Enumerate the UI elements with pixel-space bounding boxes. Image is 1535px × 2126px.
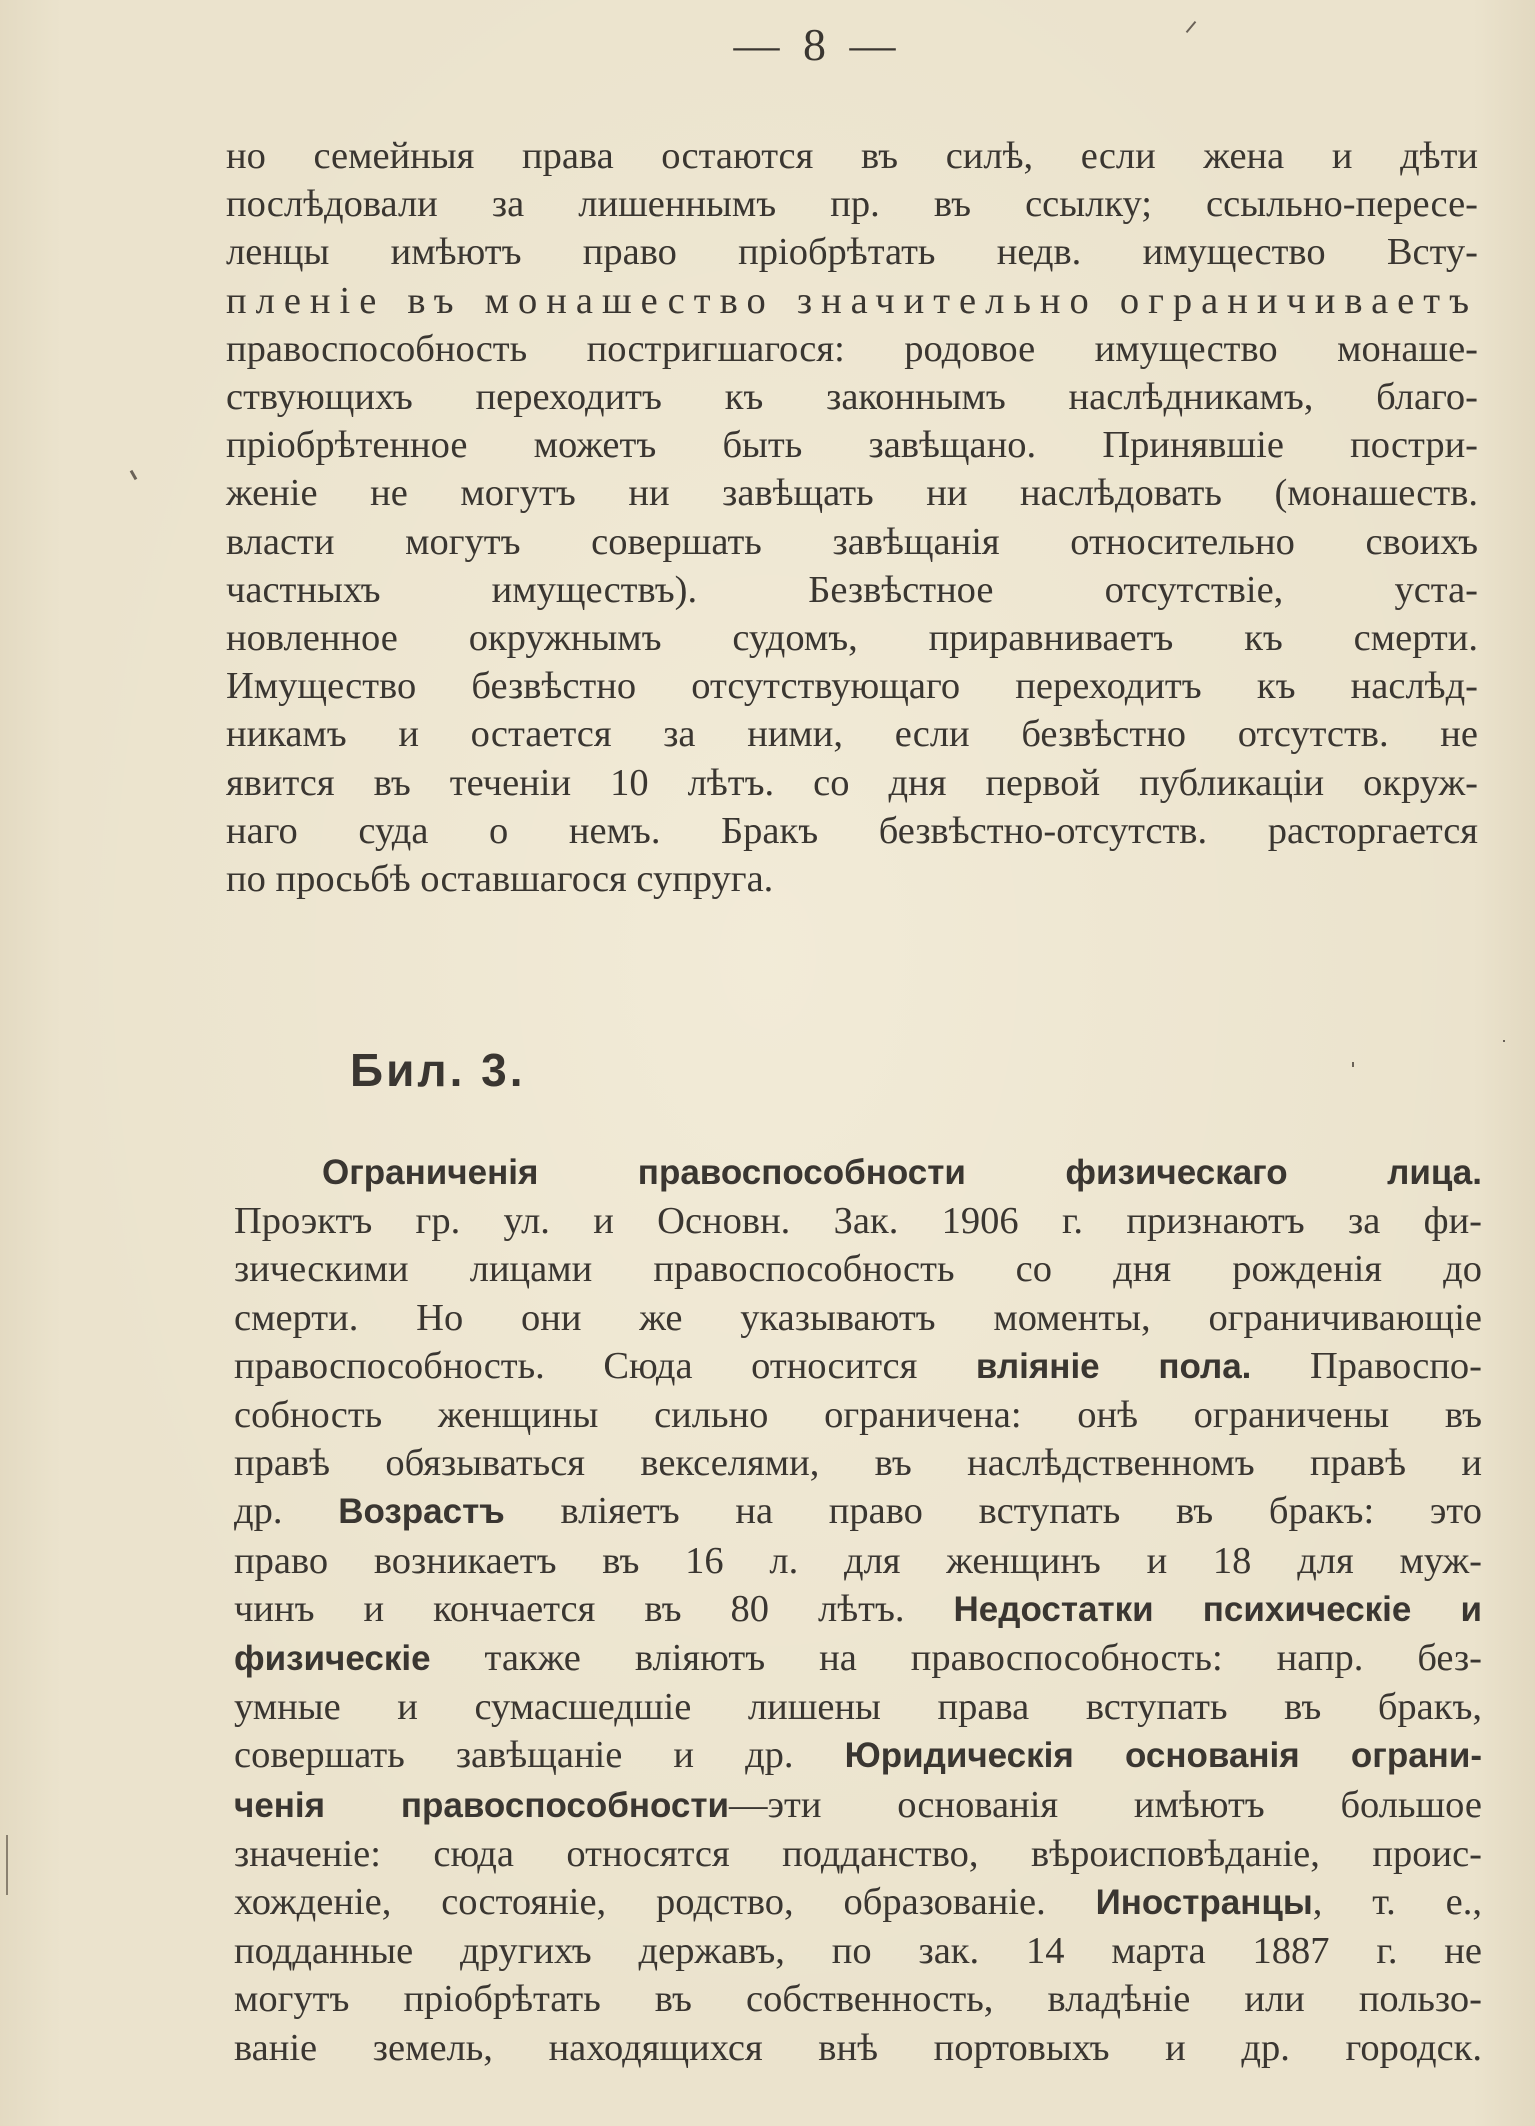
text-line: никамъ и остается за ними, если безвѣстно отсутств. не xyxy=(226,713,1478,756)
text-line xyxy=(234,1245,1482,1293)
line-text: могутъ пріобрѣтать въ собственность, владѣніе или пользо- xyxy=(234,1978,1482,2021)
text-line xyxy=(234,1342,1482,1391)
ink-speck xyxy=(1352,1062,1354,1067)
text-line xyxy=(234,1439,1482,1487)
bold-term: физическіе xyxy=(234,1639,431,1679)
text-line xyxy=(234,1487,1482,1536)
text-line: явится въ теченіи 10 лѣтъ. со дня первой публикаціи окруж- xyxy=(226,761,1478,804)
line-text: зическими лицами правоспособность со дня рожденія до xyxy=(234,1248,1482,1291)
text-line: по просьбѣ оставшагося супруга. xyxy=(226,858,774,901)
line-text: правоспособность. Сюда относится xyxy=(234,1344,976,1387)
second-text-block xyxy=(234,1148,1482,2072)
line-text: также вліяютъ на правоспособность: напр. без- xyxy=(430,1637,1482,1680)
text-line: наго суда о немъ. Бракъ безвѣстно-отсутств. расторгается xyxy=(226,809,1478,852)
line-text: чинъ и кончается въ 80 лѣтъ. xyxy=(234,1587,954,1630)
text-line: частныхъ имуществъ). Безвѣстное отсутствіе, уста- xyxy=(226,568,1478,611)
text-line: послѣдовали за лишеннымъ пр. въ ссылку; ссыльно-пересе- xyxy=(226,183,1478,226)
text-line xyxy=(234,1830,1482,1878)
bold-term: Ограниченія правоспособности физическаго лица. xyxy=(322,1153,1482,1192)
text-line xyxy=(234,1391,1482,1439)
page-edge-mark xyxy=(6,1835,8,1895)
bold-term: Юридическія основанія ограни- xyxy=(844,1736,1482,1776)
line-text: ваніе земель, находящихся внѣ портовыхъ и др. городск. xyxy=(234,2026,1482,2069)
line-text: умные и сумасшедшіе лишены права вступать въ бракъ, xyxy=(234,1686,1482,1729)
text-line: новленное окружнымъ судомъ, приравниваетъ къ смерти. xyxy=(226,617,1478,660)
line-text: совершать завѣщаніе и др. xyxy=(234,1734,845,1777)
line-text: смерти. Но они же указываютъ моменты, ограничивающіе xyxy=(234,1296,1482,1339)
text-line xyxy=(234,1537,1482,1585)
line-text: вліяетъ на право вступать въ бракъ: это xyxy=(504,1490,1482,1533)
ticket-heading: Бил. 3. xyxy=(350,1044,526,1096)
bold-term: Иностранцы xyxy=(1095,1883,1313,1923)
text-line xyxy=(234,2024,1482,2072)
text-line: ленцы имѣютъ право пріобрѣтать недв. имущество Всту- xyxy=(226,231,1478,274)
text-line: женіе не могутъ ни завѣщать ни наслѣдовать (монашеств. xyxy=(226,472,1478,515)
line-text: подданные другихъ державъ, по зак. 14 марта 1887 г. не xyxy=(234,1930,1482,1973)
line-text: др. xyxy=(234,1490,339,1533)
line-text: , т. е., xyxy=(1312,1881,1482,1924)
ink-speck xyxy=(1503,1040,1505,1042)
bold-term: вліяніе пола. xyxy=(975,1346,1252,1386)
line-text: Проэктъ гр. ул. и Основн. Зак. 1906 г. признаютъ за фи- xyxy=(234,1200,1482,1243)
bold-term: Возрастъ xyxy=(338,1492,505,1532)
text-line xyxy=(234,1975,1482,2023)
text-line: правоспособность постригшагося: родовое имущество монаше- xyxy=(226,327,1478,370)
ink-speck xyxy=(130,470,138,480)
line-text: правѣ обязываться векселями, въ наслѣдственномъ правѣ и xyxy=(234,1442,1482,1485)
text-line xyxy=(234,1731,1482,1780)
text-line: пленіе въ монашество значительно ограничиваетъ xyxy=(226,279,1478,322)
text-line xyxy=(234,1634,1482,1683)
page-number: — 8 — xyxy=(733,19,902,70)
text-line xyxy=(234,1148,1482,1197)
text-line: власти могутъ совершать завѣщанія относительно своихъ xyxy=(226,520,1478,563)
line-text: хожденіе, состояніе, родство, образованіе. xyxy=(234,1881,1096,1924)
text-line: пріобрѣтенное можетъ быть завѣщано. Принявшіе постри- xyxy=(226,424,1478,467)
line-text: значеніе: сюда относятся подданство, вѣроисповѣданіе, проис- xyxy=(234,1832,1482,1875)
line-text: право возникаетъ въ 16 л. для женщинъ и 18 для муж- xyxy=(234,1539,1482,1582)
text-line: Имущество безвѣстно отсутствующаго переходитъ къ наслѣд- xyxy=(226,665,1478,708)
text-line: ствующихъ переходитъ къ законнымъ наслѣдникамъ, благо- xyxy=(226,376,1478,419)
line-text: собность женщины сильно ограничена: онѣ ограничены въ xyxy=(234,1394,1482,1437)
text-line xyxy=(234,1294,1482,1342)
text-line xyxy=(234,1585,1482,1634)
line-text: Правоспо- xyxy=(1251,1344,1482,1387)
bold-term: Недостатки психическіе и xyxy=(953,1589,1483,1629)
text-line: но семейныя права остаются въ силѣ, если жена и дѣти xyxy=(226,135,1478,177)
text-line xyxy=(234,1878,1482,1927)
text-line xyxy=(234,1781,1482,1830)
first-text-block xyxy=(226,132,1478,903)
text-line xyxy=(234,1683,1482,1731)
text-line xyxy=(234,1927,1482,1975)
text-line xyxy=(234,1197,1482,1245)
bold-term: ченія правоспособности xyxy=(234,1785,730,1825)
line-text: —эти основанія имѣютъ большое xyxy=(729,1783,1482,1826)
